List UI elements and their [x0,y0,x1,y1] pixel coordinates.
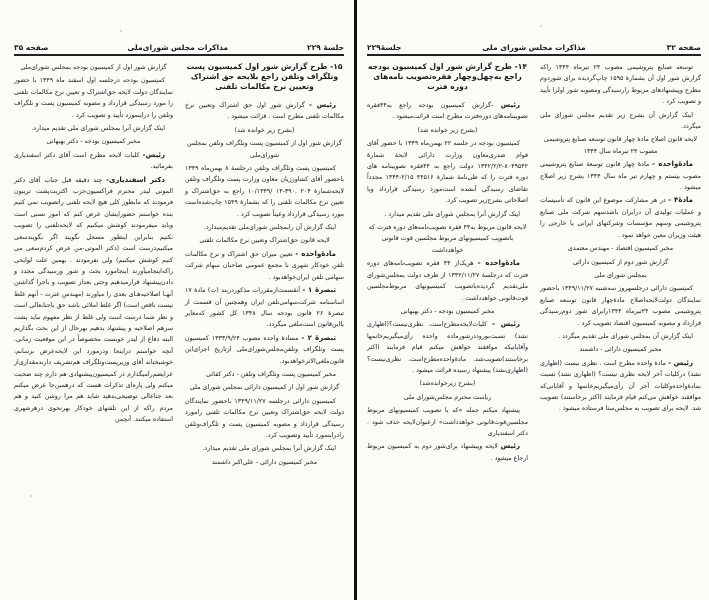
text-column-left [14,62,173,470]
speaker-label: دکتر اسفندیاری- [106,175,165,184]
paragraph-text: گزارش شور اول از کمیسیون بودجه بمجلس شورای‌ملی [20,64,167,71]
paragraph-text: در هر مشارکت موضوع این قانون که تأسیسات و عملیات تولیدی آن درایران باشدسهم شرکت ملی صنایع پتروشیمی وسهم مؤسسات وشرکتهای ایرانی یا خارجی را هیئت وزیران معین خواهد نمود . [540,197,701,239]
left-page-header [14,40,344,52]
paragraph [540,283,701,329]
centered-line [367,125,528,136]
paragraph-text: گزارش شور دوم از کمیسیون دارائی [572,258,669,266]
paragraph [540,110,701,133]
centered-line [367,392,528,403]
paragraph-text: مادهٔ واحده مطرح است . نظری نیست (اظهاری نشد) درکلیات آخر لایحه نظری نیست؟ (اظهاری نشد) نسبت بمادهٔ‌واحده‌وکلیات آخر آن رأی‌میگیریم‌خانمها و آقایانی‌که موافقند خواهش می‌کنم قیام فرمایند (اکثر برخاستند) تصویب شد. لایحه برای تصویب به مجلس‌سنا فرستاده میشود . [540,359,701,413]
paragraph-text: پیشنهاد میکنم جمله «که با تصویب کمیسیونهای مربوط مجلسین‌قوت‌قانونی خواهدداشت» ازعنوان‌لایحه حذف شود . دکتر اسفندیاری [367,407,528,437]
paragraph [367,441,528,464]
paragraph-text: مخبر کمیسیون اقتصاد - مهندس معتمدی [567,245,674,253]
paragraph-text: کمیسیون دارائی درجلسه ۱۳۴۹/۱۱/۲۷ باحضور نمایندگان دولت لایحه حق‌اشتراک وتعیین نرخ مکالمات تلفنی رامورد رسیدگی قرارداد و مصوبه کمیسیون پست و تلگراف‌وتلفن رادراینمورد تأیید وتصویب کرد. [185,397,344,439]
paragraph-text: (بشرح زیر خوانده شد) [417,126,478,134]
paragraph [14,123,173,134]
paragraph-text: اینک گزارش آن رابمجلس شورای‌ملی تقدیم‌میدارد. [203,224,336,232]
paragraph-text: (بشرح زیر خوانده شد) [234,126,295,134]
centered-line [185,125,344,136]
header-rule [14,54,344,56]
paragraph [185,249,344,283]
paragraph-text: چند دقیقه قبل جناب آقای دکتر الموتی لیدر محترم فراکسیون‌حزب اکثریت‌پشت تریبون فرمودند که مابطور کلی هیچ لایحه تلفنی راتصویب نمی کنیم بنده خواستم حضورایشان عرض کنم که امور نسبی است وباید میفرمودند کوشش میکنیم که لایحه‌تلفنی را تصویب نکنیم بنابراین اینطور مسجل نگویند اگر بگویند‌سعی میکنیم‌درست است (دکتر الموتی‌-من عرض کردم‌سعی می کنیم کوشش میکنیم) ولی نفرمودند . بهمین علت لوایحی راکه‌اینجامیآورند اینجامورد بحث و شور ورسیدگی مجدد و دادن‌پیشنهاد قرارمیدهیم وحتی بعداز تصویب و باجرا گذاشتن آنهـا اصلاحیه‌هـای بعدی را میاورند (مهندس عترت - آنهم غلط نیست ناقص است) اگر غلط املائی باشد حق باجنابعالی است و نظر شما درست است ولی غلط از نظر مفهوم نباید پشت سرهم اصلاحیه و پیشنهاد بدهیم بهرحال از این بحث بگذاریم البته دفاع از لیدر خوبست مخصوصاً در این موقعیت زمانی. آنچه خواستم دراینجا ودرمورد این لایحه‌عرض برسانم، خوشبختانه آقای وزیرپست‌وتلگراف هم‌تشریف دارند‌مقداری‌از عرایضم‌رامیگذارم در کمیسیون‌پیشنهادی هم دارم چند صحبت میکنم ولی پاره‌ای تذکرات هست که درهمین‌جا عرض میکنم بعد جناعالی توضیحی‌بدهید شاید هم مرا روشن کنید و هم مردم راکه از این تلفنهای خودکار بهرنحوی درهرشهری استفاده میکنند. آنچمن [14,176,173,424]
paragraph [185,443,344,454]
paragraph-text: کمیسیون بودجه درجلسه اول اسفند ماه ۱۳۴۹ با حضور نمایندگان دولت لایحه حق‌اشتراک و تعیین نرخ مکالمات تلفنی را مورد رسیدگی قرارداد و مصوبه کمیسیون پست و تلگراف وتلفن را دراینمورد تأیید و تصویب کرد . [14,77,173,119]
paragraph-text: اینک گزارش آنرا بمجلس شورای ملی تقدیم میدارد. [202,445,336,453]
centered-line [185,382,344,393]
paragraph [540,195,701,241]
paragraph-text: ریاست محترم مجلس‌شورای ملی [403,393,492,401]
paragraph-text: توسعه صنایع پتروشیمی مصوب ۲۴ تیرماه ۱۳۴۴ راکه گزارش شور اول آن بشمارهٔ ۱۵۹۵ چاپ‌گردیده برای شوردوم مطرح وپیشنهادهای مربوط رارسیدگی ومصوبه شور اولرا تأیید و تصویب کرد . [540,64,701,106]
paragraph-text: اینک گزارش آنرا بمجلس شورای ملی تقدیم میدارد . [384,210,520,218]
centered-line [367,378,528,389]
centered-line [540,270,701,281]
paragraph-text: بمجلس شورای ملی [594,271,647,279]
paragraph-text: مسادهٔ واحده مصوب ۱۳۳۳/۹/۲۴ کمیسیون پست وتلگراف وتلفن‌مجلس‌شورای‌ملی ازتاریخ اجرای‌این قانون‌ملغی‌الاثرخواهدبود. [185,334,344,365]
paragraph [367,138,528,206]
paragraph-text: تعیین میزان حق اشتراک و نرخ مکالمات تلفن خودکار شهری با مجمع عمومی صاحبان سهام شرکت سهامی تلفن ایران‌خواهدبود . [185,250,344,281]
speaker-label: رئیس [500,442,520,451]
left-page [0,0,354,600]
paragraph-text: مخبر کمیسیون بودجه - دکتر بهبهانی [46,138,141,146]
scan-speck [120,30,122,32]
paragraph-text: کمیسیون دارائی درجلسهروز سه‌شنبه ۱۳۴۹/۱۱/۲۷ باحضور نمایندگان دولت‌لایحه‌اصلاح مادهٔ‌چهار قانون توسعه صنایع پتروشیمی مصوب ۲۴تیرماه ۱۳۴۴رابرای شور دوم‌رسیدگی قرارداد و مصوبه کمیسیون اقتصاد تصویب کرد . [540,285,701,327]
paragraph-text: گزارش شور اول از کمیسیون دارائی بمجلس شورای ملی [189,384,340,392]
session-label: جلسهٔ ۲۲۹ [307,43,344,52]
paragraph-text: اینک گزارش آن بشرح زیر تقدیم مجلس شورای ملی میگردد. [540,111,701,131]
speaker-label: رئیس - [309,101,336,109]
centered-line [14,62,173,73]
centered-line [367,306,528,317]
left-page-columns [14,62,344,470]
scan-speck [30,495,32,497]
paragraph-text: گزارش شور اول حق اشتراک وتعیین نرخ مکالمات تلفنی مطرح است . قرائت میشود . [185,102,344,121]
page-number: صفحه ۳۵ [14,43,49,52]
centered-line [540,243,701,254]
paragraph-text: گزارش شور اول از کمیسیون پست وتلگراف وتلفن بمجلس شورای‌ملی [187,140,342,159]
paragraph-text: کمیسیون بودجه در جلسه ۲۲ بهمن‌ماه ۱۳۴۹ با حضور آقای قوام صدری‌معاون وزارت دارائی لایحهٔ شمارهٔ ۸۰۴۹۵۴۲-۱۳۴۲/۲/۲ دولت راجع به ۴۴فقره تصویبنامه های دوره فترت را که طی‌نامهٔ شمارهٔ ۴۴۵۱۶ ۲/۱۵-۱۳۴۴ مجدداً تقاضای رسیدگی آنشده است‌مورد رسیدگی قرارداد وبا اصلاحاتی بشرح‌زیر تصویب کرد. [367,140,529,205]
paragraph [185,369,344,380]
paragraph [540,331,701,342]
centered-line [185,235,344,246]
paragraph-text: اینک گزارش آنرا بمجلس شورای ملی تقدیم میدارد. [31,125,165,133]
paragraph [14,175,173,426]
paragraph [540,358,701,415]
running-title: مذاکرات مجلس شورای ملی [482,43,586,52]
centered-line [185,138,344,161]
paragraph-text: مخبر کمیسیون دارائی - داشمند [579,346,662,354]
paragraph [14,75,173,121]
paragraph [185,100,344,123]
paragraph-text: هریک‌از ۴۴ فقره تصویب‌نامه‌های دوره فترت که درجلسهٔ ۱۳۴۲/۱۱/۲۷ از طرف دولت بمجلس‌شورای ملی‌تقدیم گردیده‌باتصویب کمیسیونهای مربوط‌مجلسین قوت‌قانونی خواهدداشت . [367,260,528,302]
section-heading [367,62,528,92]
centered-line [540,344,701,355]
paragraph [540,62,701,108]
paragraph [367,209,528,220]
paragraph-text: مخبر کمیسیون پست وتلگراف وتلفن‌ - دکتر کفائی [206,370,336,378]
paragraph [185,333,344,367]
speaker-label: مادهٔ۴ - [668,196,694,205]
paragraph [185,163,344,220]
centered-line [185,457,344,468]
paragraph-text: لایحه وپیشنهاد برای‌شور دوم به کمیسیون مربوط ارجاع میشود . [367,443,528,462]
text-column-right [540,62,701,466]
paragraph-text: مادهٔ چهار قانون توسعهٔ صنایع پتروشیمی مصوب بیستم و چهارم تیر ماه سال ۱۳۴۴ بشرح زیر اصلاح میشود . [540,161,701,192]
text-column-right [185,62,344,470]
paragraph-text: مخبر کمیسیون دارائی - علی‌اکبر داشمند [211,458,318,466]
speaker-label: مادهٔ‌واحده - [652,160,693,169]
header-rule [367,54,701,56]
right-page-columns [367,62,701,466]
paragraph [367,100,528,123]
speaker-label: تبصرهٔ ۱ - [302,286,337,295]
paragraph [185,285,344,331]
speaker-label: مادهٔ‌واحده - [295,249,336,258]
section-heading [185,62,344,92]
paragraph-text: لایحه قانون اصلاح مادهٔ چهار قانون توسعه صنایع پتروشیمی مصوب ۲۴ تیرماه سال ۱۳۴۴ [543,136,698,155]
session-label: جلسهٔ۲۲۹ [367,43,402,52]
speaker-label: رئیس - [668,358,693,367]
scan-speck [540,25,542,27]
paragraph-text: (بشرح زیرخوانده‌شد) [419,380,476,388]
speaker-label: رئیس- [142,150,165,159]
paragraph-text: ۱۵- طرح گزارش شور اول کمیسیون پست وتلگراف وتلفن راجع بلایحه حق اشتراک وتعیین نرخ مکالمات تلفنی [186,62,343,91]
paragraph-text: کلیات لایحه مطرح است آقای دکتر اسفندیاری بفرمائید. [14,151,173,171]
speaker-label: تبصرهٔ ۲ - [301,333,337,342]
text-column-left [367,62,528,466]
right-page-header [367,40,701,52]
paragraph [367,258,528,304]
paragraph [540,159,701,193]
centered-line [540,257,701,268]
page-number: صفحه ۳۲ [666,43,701,52]
right-page [357,0,709,600]
centered-line [367,222,528,256]
paragraph [367,405,528,439]
centered-line [14,136,173,147]
centered-line [540,134,701,157]
paragraph-text: ۱۴- طرح گزارش شور اول کمیسیون بودجه راجع به‌چهل‌وچهار فقره‌تصویب نامه‌های دوره فترت [367,62,527,91]
paragraph-text: لایحه قانون حق‌اشتراک وتعیین نرخ مکالمات تلفنی [199,237,330,245]
paragraph-text: مخبر کمیسیون بودجه - دکتر بهبهانی [400,307,495,315]
paragraph-text: لایحه قانون مربوط به۴۴ فقره تصویب‌نامه‌های دوره فترت که باتصویب کمیسیونهای مربوط مجلسین قوت قانونی خواهدداشت [368,224,527,254]
paragraph-text: اینک گزارش آن بمجلس شورای ملی تقدیم میگردد . [558,332,693,340]
speaker-label: رئیس [500,101,520,109]
paragraph-text: -گزارش کمیسیون بودجه راجع به‌۴۴فقره تصویبنامه‌های دوره‌فترت مطرح است قرائت‌میشود . [367,102,528,121]
paragraph-text: کلیات‌لایحه‌مطرح‌است. نظری‌نیست؟(اظهاری نشد) نسبت‌بورود‌درشورماده واحده رأی‌میگیریم‌خانمها وآقایانیکه موافقند خواهش میکنم قیام فرمایند (اکثر برخاستند)تصویب‌شد. مادهٔ‌واحده‌مطرح‌است. نظری‌نیست؟ (اظهاری‌نشد) پیشنهاد رسیده قرائت میشود . [367,321,528,374]
paragraph-text: آنقسمت‌ازمقررات مذکوردربند (ت) مادهٔ ۱۷ اساسنامه شرکت‌سهامی‌تلفن ایران وهمچنین آن قسمت از تبصرهٔ ۲۶ قانون بودجه سال ۱۳۴۸ کل کشور که‌مغایر بااین‌قانون است‌ملغی میگردد. [185,287,344,329]
running-title: مذاکرات مجلس شورای‌ملی [127,43,229,52]
speaker-label: مادهٔ‌واحده - [477,259,520,268]
paragraph [185,222,344,233]
paragraph-text: کمیسیون پست وتلگراف وتلفن درجلسهٔ ۸ بهمن‌ماه ۱۳۴۹ باحضور آقای کشاورزیان معاون وزارت پست وتلگراف وتلفن لایحه‌شمارهٔ ۲۰۴ .۳۹۰-۱۴ /۱۰/۱۳۴۹ راجع به حق‌اشتراک و تعیین نرخ مکالمات تلفنی را که بشمارهٔ ۱۵۴۹ چاپ‌شده‌است مورد رسیدگی قرارداد وعیناً تصویب کرد . [185,165,345,218]
paragraph [185,396,344,442]
paragraph [14,150,173,173]
paragraph [367,319,528,376]
speaker-label: رئیس - [492,320,520,329]
